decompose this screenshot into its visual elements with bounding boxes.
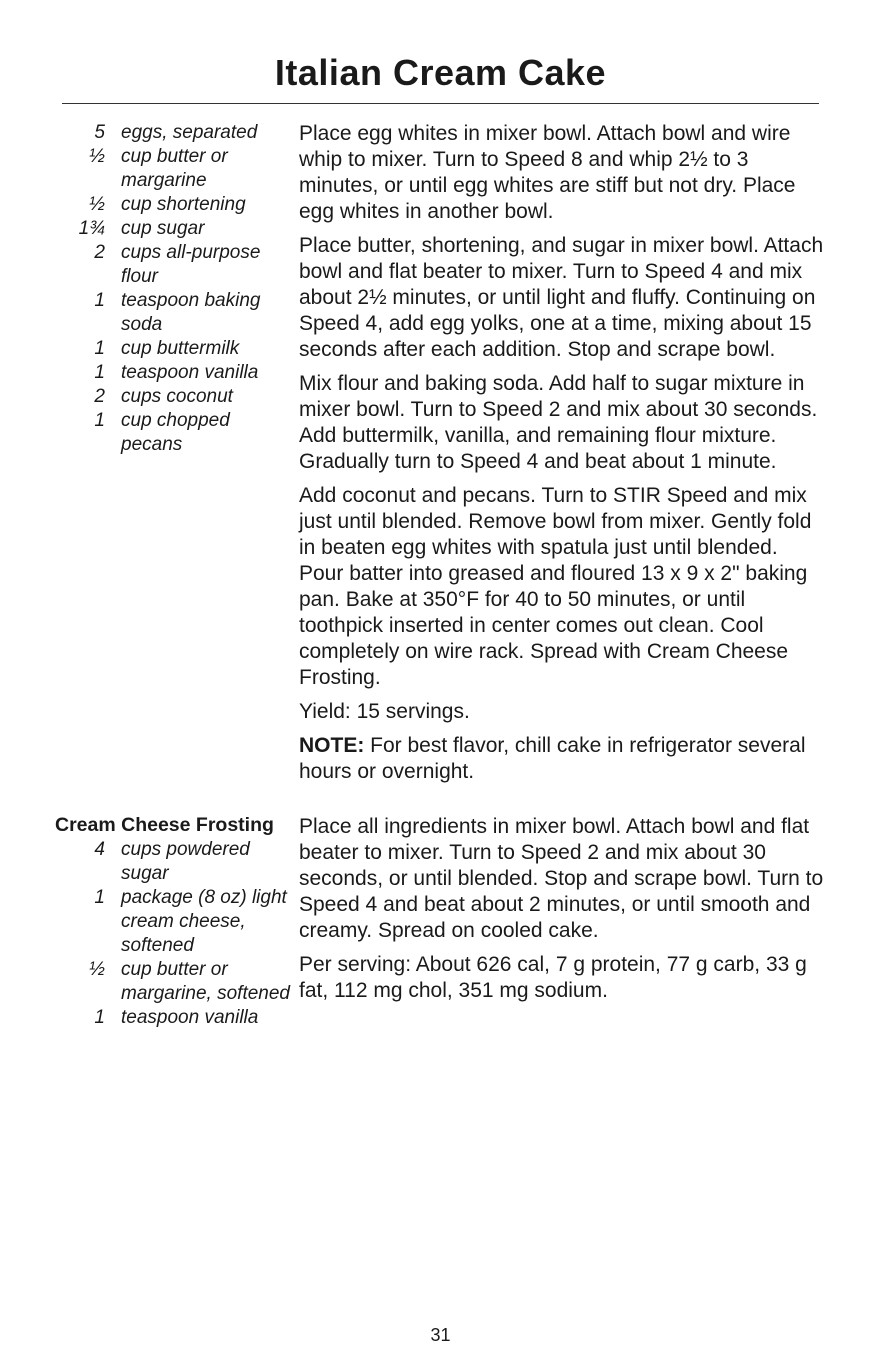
ingredient-text: teaspoon vanilla [121,1007,259,1028]
note-text: For best flavor, chill cake in refrigerator several hours or overnight. [299,734,806,783]
frosting-heading: Cream Cheese Frosting [55,814,274,836]
ingredient-item [55,1006,295,1030]
ingredient-item [55,193,295,217]
ingredient-item [55,289,295,337]
ingredient-quantity: ½ [89,959,105,980]
direction-step: Place egg whites in mixer bowl. Attach bowl and wire whip to mixer. Turn to Speed 8 and whip 2½ to 3 minutes, or until egg whites are stiff but not dry. Place egg whites in another bowl. [299,122,796,223]
ingredient-item [55,337,295,361]
cake-directions [299,121,824,793]
ingredient-quantity: 1¾ [78,218,105,239]
page-number: 31 [430,1325,451,1345]
ingredient-text: cups powdered sugar [121,839,250,884]
ingredient-item [55,838,295,886]
frosting-ingredient-list [55,838,295,1030]
ingredient-quantity: 1 [94,887,105,908]
ingredient-quantity: 1 [94,290,105,311]
ingredient-quantity: 1 [94,410,105,431]
ingredient-item [55,361,295,385]
ingredient-quantity: 2 [94,242,105,263]
ingredient-item [55,409,295,457]
nutrition-info: Per serving: About 626 cal, 7 g protein, 77 g carb, 33 g fat, 112 mg chol, 351 mg sodium. [299,953,807,1002]
frosting-directions [299,814,824,1012]
ingredient-text: cups all-purpose flour [121,242,261,287]
cake-ingredient-list [55,121,295,457]
ingredient-text: eggs, separated [121,122,258,143]
ingredient-item [55,886,295,958]
ingredient-text: teaspoon baking soda [121,290,261,335]
ingredient-quantity: ½ [89,146,105,167]
ingredient-text: cup chopped pecans [121,410,230,455]
ingredient-quantity: 1 [94,338,105,359]
yield-text: Yield: 15 servings. [299,700,470,723]
direction-step: Mix flour and baking soda. Add half to sugar mixture in mixer bowl. Turn to Speed 2 and mix about 30 seconds. Add buttermilk, vanilla, and remaining flour mixture. Gradually turn to Speed 4 and beat about 1 minute. [299,372,818,473]
ingredient-text: cup butter or margarine, softened [121,959,290,1004]
ingredient-quantity: 5 [94,122,105,143]
ingredient-item [55,958,295,1006]
ingredient-quantity: 4 [94,839,105,860]
recipe-title: Italian Cream Cake [274,52,607,93]
note-label: NOTE: [299,734,365,757]
ingredient-text: package (8 oz) light cream cheese, softened [121,887,287,956]
ingredient-text: teaspoon vanilla [121,362,259,383]
ingredient-item [55,121,295,145]
ingredient-quantity: ½ [89,194,105,215]
direction-step: Add coconut and pecans. Turn to STIR Speed and mix just until blended. Remove bowl from mixer. Gently fold in beaten egg whites with spatula just until blended. Pour batter into greased and floured 13 x 9 x 2" baking pan. Bake at 350°F for 40 to 50 minutes, or until toothpick inserted in center comes out clean. Cool completely on wire rack. Spread with Cream Cheese Frosting. [299,484,812,689]
ingredient-quantity: 1 [94,1007,105,1028]
note-paragraph [299,733,824,785]
ingredient-text: cups coconut [121,386,233,407]
ingredient-item [55,145,295,193]
ingredient-text: cup shortening [121,194,246,215]
ingredient-quantity: 1 [94,362,105,383]
ingredient-text: cup sugar [121,218,205,239]
ingredient-item [55,217,295,241]
ingredient-quantity: 2 [94,386,105,407]
direction-step: Place butter, shortening, and sugar in mixer bowl. Attach bowl and flat beater to mixer. Turn to Speed 4 and mix about 2½ minutes, or until light and fluffy. Continuing on Speed 4, add egg yolks, one at a time, mixing about 15 seconds after each addition. Stop and scrape bowl. [299,234,824,361]
title-divider [62,103,819,104]
ingredient-text: cup buttermilk [121,338,240,359]
ingredient-text: cup butter or margarine [121,146,228,191]
ingredient-item [55,241,295,289]
ingredient-item [55,385,295,409]
direction-step: Place all ingredients in mixer bowl. Attach bowl and flat beater to mixer. Turn to Speed 2 and mix about 30 seconds, or until blended. Stop and scrape bowl. Turn to Speed 4 and beat about 2 minutes, or until smooth and creamy. Spread on cooled cake. [299,815,824,942]
